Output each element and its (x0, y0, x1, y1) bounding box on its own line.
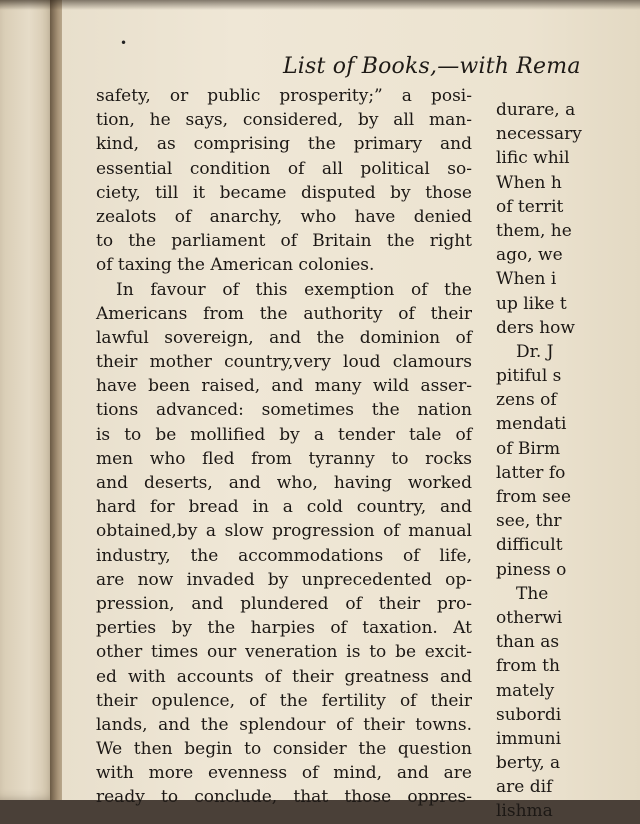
side-text-line: of Birm (496, 438, 561, 459)
text-line: of taxing the American colonies. (96, 255, 375, 276)
text-line: have been raised, and many wild asser- (96, 376, 472, 397)
side-text-line: pitiful s (496, 366, 562, 387)
side-text-line: otherwi (496, 607, 563, 628)
side-text-line: them, he (496, 220, 572, 241)
side-text-line: ago, we (496, 245, 563, 266)
text-line: hard for bread in a cold country, and (96, 497, 472, 518)
text-line: lands, and the splendour of their towns. (96, 714, 472, 735)
side-text-line: necessary (496, 124, 582, 145)
text-line: Americans from the authority of their (96, 303, 472, 324)
text-line: their mother country,very loud clamours (96, 352, 472, 373)
side-text-line: lific whil (496, 148, 570, 169)
side-text-line: immuni (496, 728, 562, 749)
side-text-line: are dif (496, 777, 553, 798)
side-text-line: latter fo (496, 462, 566, 483)
side-text-line: of territ (496, 196, 564, 217)
text-line: We then begin to consider the question (96, 739, 472, 760)
text-line: and deserts, and who, having worked (96, 473, 472, 493)
text-line: kind, as comprising the primary and (96, 134, 472, 155)
side-text-line: Dr. J (516, 341, 554, 362)
text-line: tion, he says, considered, by all man- (96, 110, 472, 131)
text-line: ready to conclude, that those oppres- (96, 787, 472, 808)
text-line: pression, and plundered of their pro- (96, 593, 472, 614)
text-line: are now invaded by unprecedented op- (96, 569, 472, 590)
side-text-line: durare, a (496, 100, 576, 120)
text-line: essential condition of all political so- (96, 158, 472, 179)
main-text-column (96, 84, 472, 810)
text-line: perties by the harpies of taxation. At (96, 618, 472, 639)
text-line: with more evenness of mind, and are (96, 763, 472, 784)
running-head: List of Books,—with Rema (283, 54, 581, 79)
side-text-line: see, thr (496, 511, 562, 532)
side-text-line: from see (496, 487, 572, 507)
text-line: industry, the accommodations of life, (96, 545, 472, 566)
text-line: other times our veneration is to be excit- (96, 642, 472, 663)
side-text-line: up like t (496, 293, 567, 314)
text-line: to the parliament of Britain the right (96, 231, 472, 252)
side-text-line: mately (496, 680, 555, 701)
text-line: is to be mollified by a tender tale of (96, 424, 472, 445)
side-text-line: When h (496, 172, 562, 193)
side-text-line: berty, a (496, 753, 561, 774)
side-text-line: zens of (496, 390, 557, 411)
side-text-line: from th (496, 656, 560, 677)
side-text-line: lishma (496, 801, 553, 822)
side-text-line: mendati (496, 414, 567, 435)
text-line: ciety, till it became disputed by those (96, 182, 472, 203)
top-shadow (0, 0, 640, 10)
text-line: In favour of this exemption of the (116, 279, 472, 300)
side-text-line: piness o (496, 559, 567, 580)
side-text-line: difficult (496, 535, 563, 556)
text-line: ed with accounts of their greatness and (96, 666, 472, 687)
text-line: obtained,by a slow progression of manual (96, 521, 472, 542)
text-line: men who fled from tyranny to rocks (96, 448, 472, 469)
text-line: zealots of anarchy, who have denied (96, 206, 472, 227)
side-text-line: The (516, 583, 549, 604)
side-text-column (496, 98, 616, 824)
side-text-line: subordi (496, 704, 562, 725)
printer-mark: • (120, 36, 128, 50)
text-line: tions advanced: sometimes the nation (96, 400, 472, 421)
side-text-line: than as (496, 632, 560, 653)
side-text-line: ders how (496, 317, 575, 338)
side-text-line: When i (496, 269, 557, 290)
text-line: their opulence, of the fertility of their (96, 690, 472, 711)
text-line: safety, or public prosperity;” a posi- (96, 86, 472, 106)
text-line: lawful sovereign, and the dominion of (96, 327, 472, 348)
